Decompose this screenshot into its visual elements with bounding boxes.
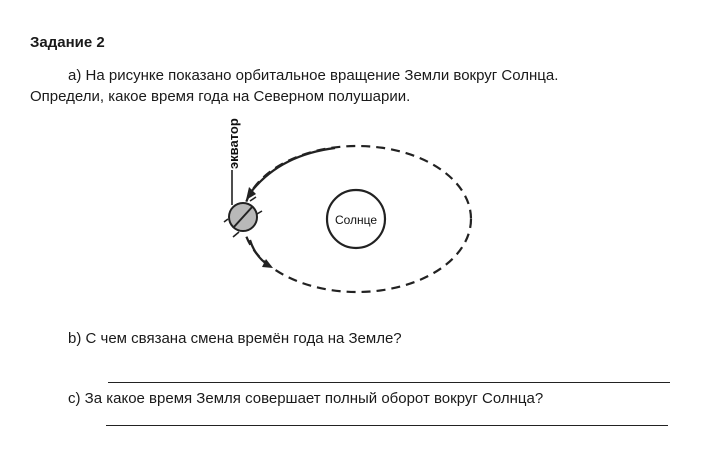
question-a-line1: a) На рисунке показано орбитальное вращение Земли вокруг Солнца. [68,67,559,84]
equator-label: экватор [226,118,241,169]
sun-label: Солнце [334,213,378,227]
question-b: b) С чем связана смена времён года на Земле? [68,330,402,347]
earth-icon [224,197,262,237]
question-a-line2: Определи, какое время года на Северном полушарии. [30,88,411,105]
task-title: Задание 2 [30,34,105,51]
answer-line-b[interactable] [108,382,670,383]
question-c: c) За какое время Земля совершает полный оборот вокруг Солнца? [68,390,544,407]
answer-line-c[interactable] [106,425,668,426]
orbit-arrow-upper [251,148,335,192]
